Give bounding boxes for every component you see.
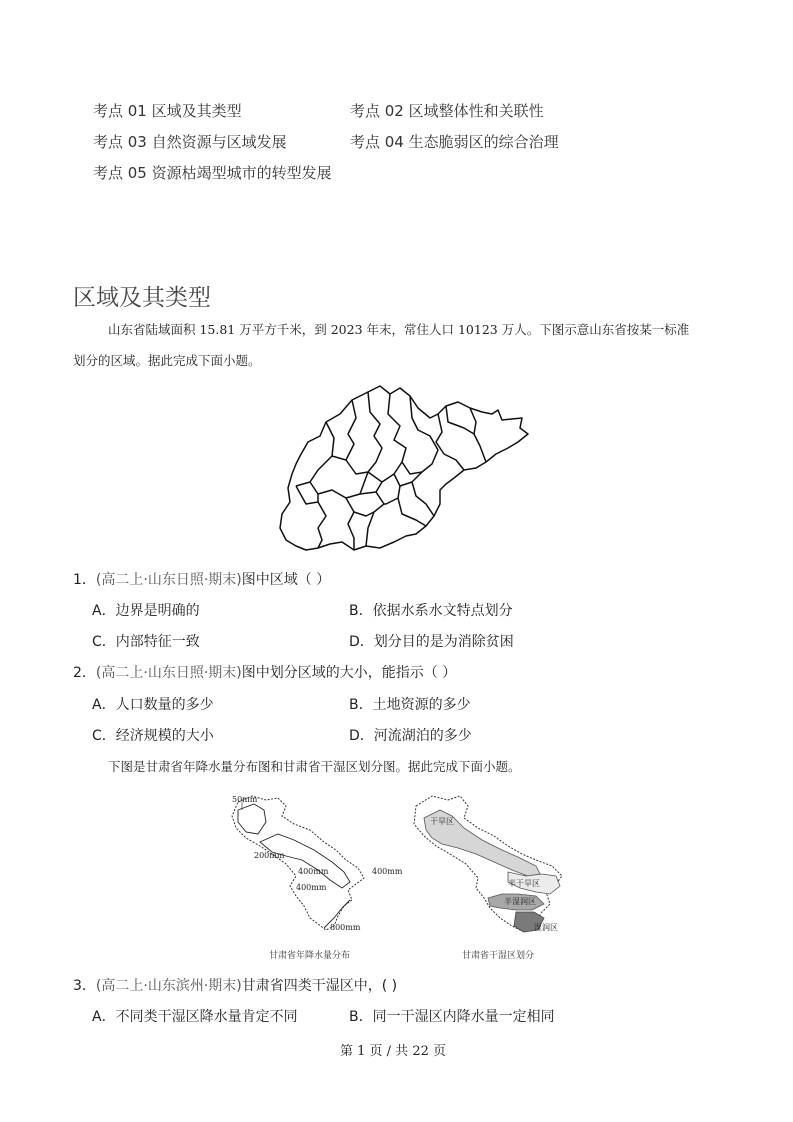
topic-01: 考点 01 区域及其类型 xyxy=(93,102,242,120)
question-source: (高二上·山东日照·期末) xyxy=(95,572,242,588)
zone-label-semi-humid: 半湿润区 xyxy=(504,897,536,906)
gansu-precipitation-map xyxy=(224,788,403,938)
question-3 xyxy=(73,975,397,995)
q3-option-b[interactable]: B．同一干湿区内降水量一定相同 xyxy=(349,1009,555,1025)
q2-option-a[interactable]: A．人口数量的多少 xyxy=(92,697,214,713)
question-source: (高二上·山东滨州·期末) xyxy=(95,978,242,994)
zone-label-arid: 干旱区 xyxy=(430,817,454,826)
question-1 xyxy=(73,569,330,589)
question-2 xyxy=(73,662,456,682)
q1-option-c[interactable]: C．内部特征一致 xyxy=(92,634,200,650)
caption-precipitation-map: 甘肃省年降水量分布 xyxy=(269,951,351,961)
q2-option-d[interactable]: D．河流湖泊的多少 xyxy=(349,728,472,744)
intro-gansu: 下图是甘肃省年降水量分布图和甘肃省干湿区划分图。据此完成下面小题。 xyxy=(108,759,521,774)
q2-option-b[interactable]: B．土地资源的多少 xyxy=(349,697,471,713)
gansu-dry-wet-zones-map xyxy=(404,788,584,938)
page-footer: 第 1 页 / 共 22 页 xyxy=(340,1044,446,1059)
q3-option-a[interactable]: A．不同类干湿区降水量肯定不同 xyxy=(92,1009,298,1025)
question-stem: 图中区域（ ） xyxy=(241,572,331,588)
q2-option-c[interactable]: C．经济规模的大小 xyxy=(92,728,214,744)
topic-02: 考点 02 区域整体性和关联性 xyxy=(350,102,544,120)
isohyet-label-400-a: 400mm xyxy=(298,867,329,876)
isohyet-label-200: 200mm xyxy=(254,851,285,860)
q1-option-a[interactable]: A．边界是明确的 xyxy=(92,603,200,619)
question-stem: 图中划分区域的大小，能指示（ ） xyxy=(241,665,457,681)
isohyet-label-400-c: 400mm xyxy=(372,867,403,876)
caption-dry-wet-map: 甘肃省干湿区划分 xyxy=(462,951,535,961)
isohyet-label-800: 800mm xyxy=(330,923,361,932)
question-number: 1． xyxy=(73,572,96,588)
isohyet-label-400-b: 400mm xyxy=(296,883,327,892)
q1-option-d[interactable]: D．划分目的是为消除贫困 xyxy=(349,634,514,650)
question-number: 2． xyxy=(73,665,96,681)
isohyet-label-50: 50mm xyxy=(232,795,258,804)
q1-option-b[interactable]: B．依据水系水文特点划分 xyxy=(349,603,513,619)
question-source: (高二上·山东日照·期末) xyxy=(95,665,242,681)
question-stem: 甘肃省四类干湿区中，( ) xyxy=(241,978,398,994)
intro-line-1: 山东省陆域面积 15.81 万平方千米，到 2023 年末，常住人口 10123 万人。下图示意山东省按某一标准 xyxy=(108,322,690,337)
topic-05: 考点 05 资源枯竭型城市的转型发展 xyxy=(93,164,332,182)
question-number: 3． xyxy=(73,978,96,994)
topic-03: 考点 03 自然资源与区域发展 xyxy=(93,133,287,151)
zone-label-humid: 湿润区 xyxy=(534,923,558,932)
shandong-region-map xyxy=(270,378,535,558)
intro-line-2: 划分的区域。据此完成下面小题。 xyxy=(73,353,261,368)
section-title: 区域及其类型 xyxy=(73,285,211,311)
zone-label-semi-arid: 半干旱区 xyxy=(508,879,540,888)
topic-04: 考点 04 生态脆弱区的综合治理 xyxy=(350,133,559,151)
